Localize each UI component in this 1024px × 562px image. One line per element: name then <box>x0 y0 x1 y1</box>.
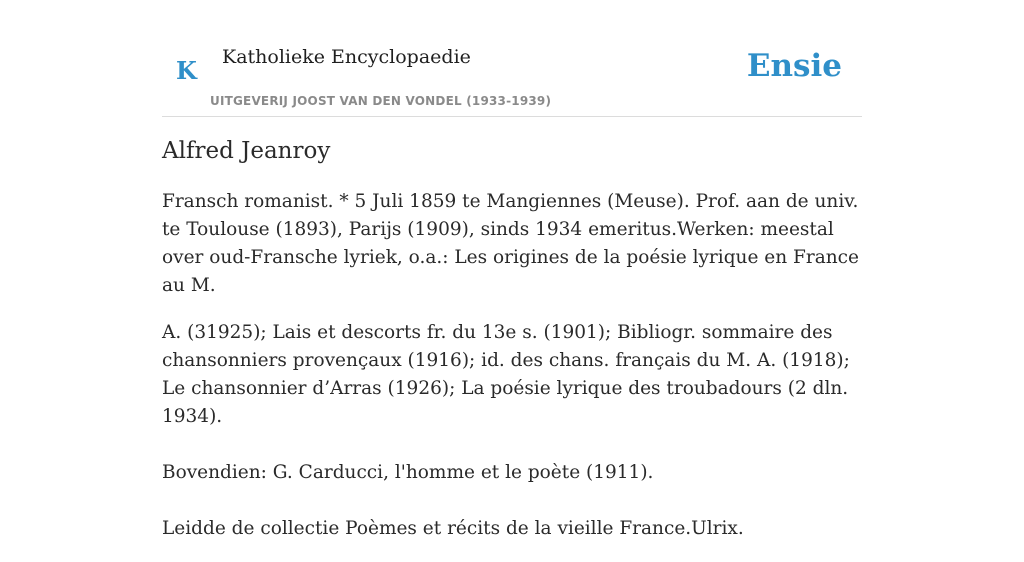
article-paragraph: Bovendien: G. Carducci, l'homme et le poète (1911). <box>162 462 654 483</box>
article-paragraph: Leidde de collectie Poèmes et récits de la vieille France.Ulrix. <box>162 518 744 539</box>
article <box>162 138 862 562</box>
brand-logo[interactable]: Ensie <box>746 48 842 84</box>
publisher-subtitle: UITGEVERIJ JOOST VAN DEN VONDEL (1933-1939) <box>210 94 552 108</box>
site-title[interactable]: Katholieke Encyclopaedie <box>222 46 471 68</box>
site-logo-icon[interactable]: K <box>176 56 197 85</box>
article-title: Alfred Jeanroy <box>162 138 331 164</box>
site-header <box>162 30 862 117</box>
article-paragraph: A. (31925); Lais et descorts fr. du 13e s. (1901); Bibliogr. sommaire des chansonniers provençaux (1916); id. des chans. français du M. A. (1918); Le chansonnier d’Arras (1926); La poésie lyrique des troubadours (2 dln. 1934). <box>162 322 850 427</box>
article-paragraph: Fransch romanist. * 5 Juli 1859 te Mangiennes (Meuse). Prof. aan de univ. te Toulouse (1893), Parijs (1909), sinds 1934 emeritus.Werken: meestal over oud-Fransche lyriek, o.a.: Les origines de la poésie lyrique en France au M. <box>162 191 859 296</box>
